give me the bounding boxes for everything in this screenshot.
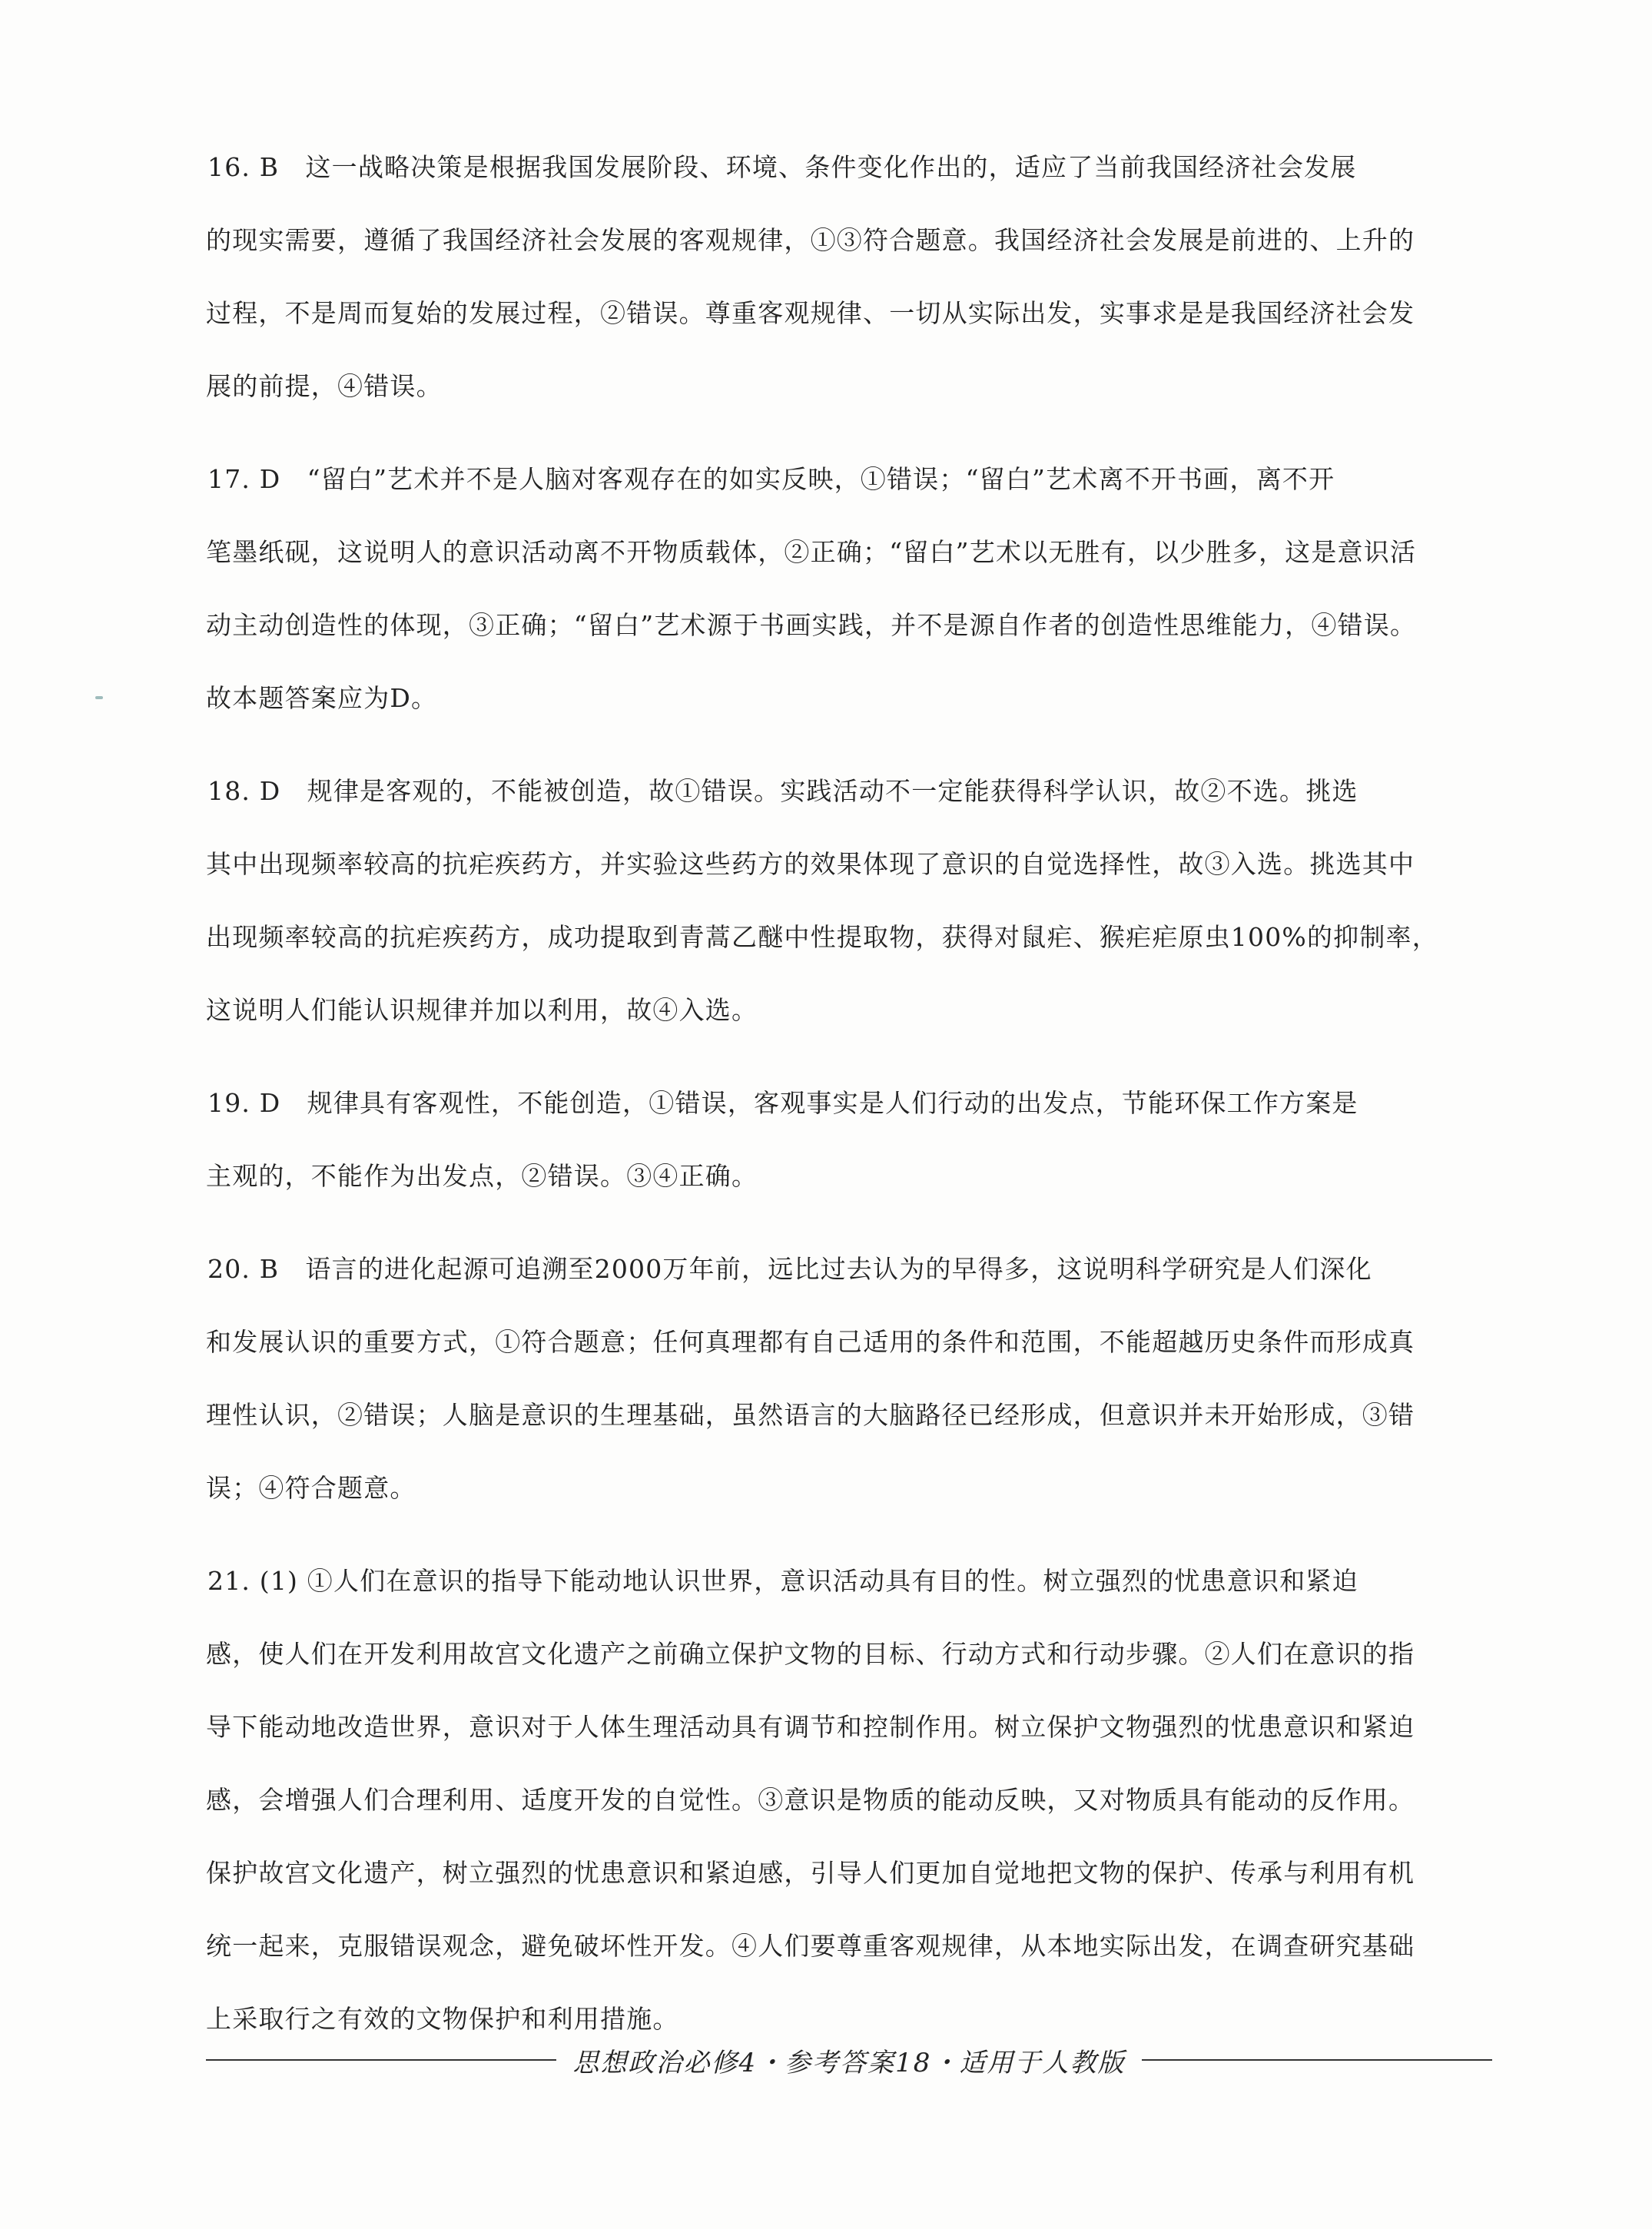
answer-17: [206, 443, 1491, 735]
answer-line: 出现频率较高的抗疟疾药方，成功提取到青蒿乙醚中性提取物，获得对鼠疟、猴疟疟原虫100%的抑制率，: [206, 922, 1438, 952]
scan-speck: [95, 696, 103, 699]
answer-line: 主观的，不能作为出发点，②错误。③④正确。: [206, 1161, 758, 1191]
answer-21: [206, 1544, 1491, 2055]
answer-line: 其中出现频率较高的抗疟疾药方，并实验这些药方的效果体现了意识的自觉选择性，故③入选。挑选其中: [206, 849, 1415, 879]
answer-line: 16. B 这一战略决策是根据我国发展阶段、环境、条件变化作出的，适应了当前我国经济社会发展: [207, 152, 1357, 182]
answer-line: 19. D 规律具有客观性，不能创造，①错误，客观事实是人们行动的出发点，节能环保工作方案是: [207, 1088, 1358, 1118]
footer-rule-left: [206, 2059, 556, 2061]
answer-line: 笔墨纸砚，这说明人的意识活动离不开物质载体，②正确；“留白”艺术以无胜有，以少胜多，这是意识活: [206, 537, 1417, 567]
answer-line: 和发展认识的重要方式，①符合题意；任何真理都有自己适用的条件和范围，不能超越历史条件而形成真: [206, 1327, 1415, 1357]
answer-line: 感，会增强人们合理利用、适度开发的自觉性。③意识是物质的能动反映，又对物质具有能动的反作用。: [206, 1785, 1415, 1815]
answer-line: 故本题答案应为D。: [206, 683, 438, 713]
answer-line: 导下能动地改造世界，意识对于人体生理活动具有调节和控制作用。树立保护文物强烈的忧患意识和紧迫: [206, 1712, 1415, 1742]
answer-line: 过程，不是周而复始的发展过程，②错误。尊重客观规律、一切从实际出发，实事求是是我国经济社会发: [206, 298, 1415, 328]
answer-content: [206, 131, 1491, 2075]
answer-line: 感，使人们在开发利用故宫文化遗产之前确立保护文物的目标、行动方式和行动步骤。②人们在意识的指: [206, 1639, 1415, 1669]
answer-line: 20. B 语言的进化起源可追溯至2000万年前，远比过去认为的早得多，这说明科学研究是人们深化: [207, 1254, 1372, 1284]
page-footer: [206, 2041, 1492, 2079]
answer-line: 统一起来，克服错误观念，避免破坏性开发。④人们要尊重客观规律，从本地实际出发，在调查研究基础: [206, 1931, 1415, 1961]
answer-line: 17. D “留白”艺术并不是人脑对客观存在的如实反映，①错误；“留白”艺术离不开书画，离不开: [207, 464, 1335, 494]
answer-line: 这说明人们能认识规律并加以利用，故④入选。: [206, 995, 758, 1025]
footer-text: 思想政治必修4・参考答案18・适用于人教版: [572, 2047, 1126, 2078]
answer-line: 上采取行之有效的文物保护和利用措施。: [206, 2004, 679, 2034]
answer-18: [206, 755, 1491, 1047]
answer-line: 展的前提，④错误。: [206, 371, 443, 401]
answer-line: 保护故宫文化遗产，树立强烈的忧患意识和紧迫感，引导人们更加自觉地把文物的保护、传承与利用有机: [206, 1858, 1415, 1888]
footer-rule-right: [1142, 2059, 1492, 2061]
answer-line: 误；④符合题意。: [206, 1473, 416, 1503]
answer-line: 的现实需要，遵循了我国经济社会发展的客观规律，①③符合题意。我国经济社会发展是前进的、上升的: [206, 225, 1415, 255]
answer-19: [206, 1066, 1491, 1212]
answer-line: 21. (1) ①人们在意识的指导下能动地认识世界，意识活动具有目的性。树立强烈的忧患意识和紧迫: [207, 1566, 1358, 1596]
answer-line: 理性认识，②错误；人脑是意识的生理基础，虽然语言的大脑路径已经形成，但意识并未开始形成，③错: [206, 1400, 1415, 1430]
answer-line: 动主动创造性的体现，③正确；“留白”艺术源于书画实践，并不是源自作者的创造性思维能力，④错误。: [206, 610, 1417, 640]
answer-line: 18. D 规律是客观的，不能被创造，故①错误。实践活动不一定能获得科学认识，故②不选。挑选: [207, 776, 1358, 806]
answer-20: [206, 1232, 1491, 1524]
answer-16: [206, 131, 1491, 423]
